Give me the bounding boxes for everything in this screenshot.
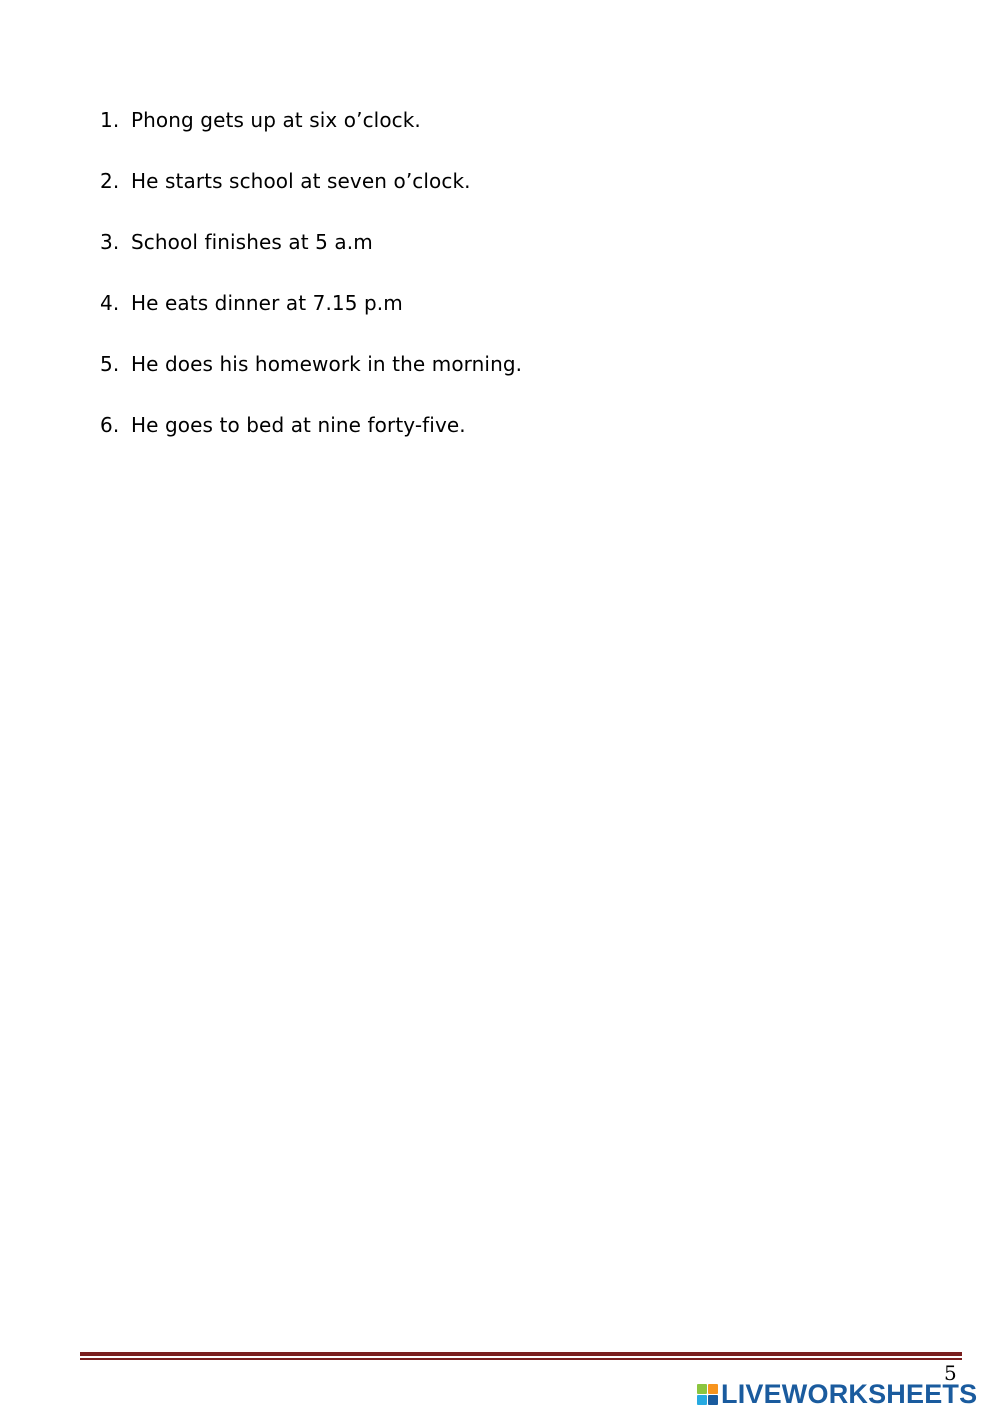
sentence-number: 6.	[100, 413, 120, 437]
logo-tile	[697, 1395, 707, 1405]
sentence-list	[100, 108, 522, 474]
sentence-text: He eats dinner at 7.15 p.m	[131, 291, 403, 315]
liveworksheets-watermark	[697, 1378, 978, 1409]
sentence-item	[100, 108, 522, 169]
footer-rule-thick	[80, 1352, 962, 1356]
sentence-text: He starts school at seven o’clock.	[131, 169, 471, 193]
sentence-number: 3.	[100, 230, 120, 254]
logo-tile	[708, 1395, 718, 1405]
logo-tile	[697, 1384, 707, 1394]
sentence-item	[100, 413, 522, 474]
sentence-number: 2.	[100, 169, 120, 193]
page-number: 5	[944, 1361, 957, 1385]
sentence-text: School finishes at 5 a.m	[131, 230, 373, 254]
sentence-number: 1.	[100, 108, 120, 132]
brand-name: LIVEWORKSHEETS	[721, 1378, 978, 1409]
sentence-item	[100, 352, 522, 413]
sentence-item	[100, 230, 522, 291]
sentence-text: He goes to bed at nine forty-five.	[131, 413, 466, 437]
footer-rule-thin	[80, 1358, 962, 1360]
sentence-text: He does his homework in the morning.	[131, 352, 523, 376]
liveworksheets-logo-icon	[697, 1384, 718, 1405]
sentence-text: Phong gets up at six o’clock.	[131, 108, 421, 132]
sentence-number: 4.	[100, 291, 120, 315]
sentence-item	[100, 291, 522, 352]
sentence-item	[100, 169, 522, 230]
logo-tile	[708, 1384, 718, 1394]
sentence-number: 5.	[100, 352, 120, 376]
